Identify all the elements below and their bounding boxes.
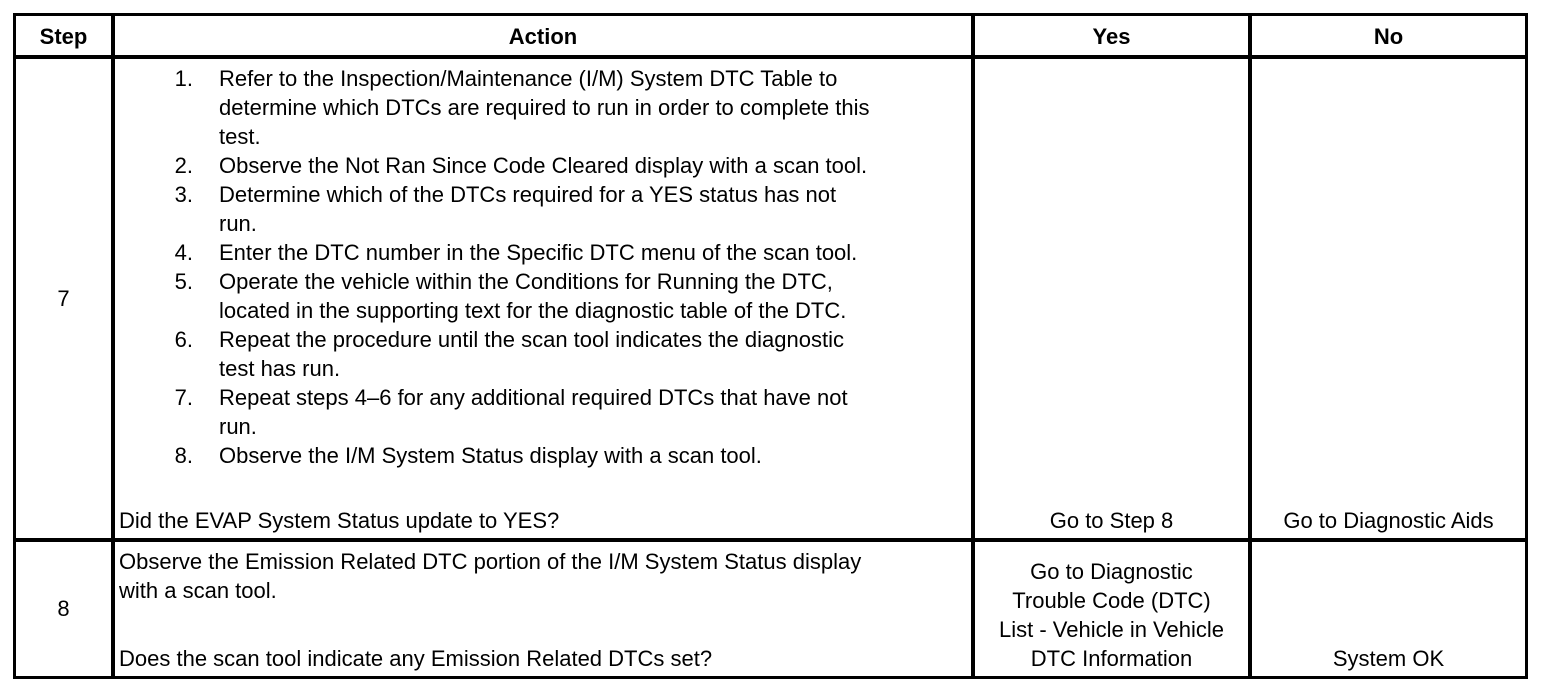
action-step-list [169,64,870,470]
column-divider [111,16,115,676]
list-item: 5. Operate the vehicle within the Conditions for Running the DTC, located in the supporting text for the diagnostic table of the DTC. [174,269,847,323]
row-divider [16,538,1525,542]
yes-action: Go to Step 8 [1049,508,1174,533]
header-yes: Yes [1092,24,1131,49]
diagnostic-table [13,13,1528,679]
header-action: Action [508,24,578,49]
list-item: 6. Repeat the procedure until the scan tool indicates the diagnostic test has run. [174,327,844,381]
list-item: 4. Enter the DTC number in the Specific DTC menu of the scan tool. [174,240,858,265]
list-item: 2. Observe the Not Ran Since Code Cleared display with a scan tool. [174,153,868,178]
step-number: 7 [57,286,70,311]
step-question: Did the EVAP System Status update to YES? [119,508,560,533]
header-no: No [1373,24,1404,49]
list-item: 3. Determine which of the DTCs required for a YES status has not run. [174,182,837,236]
column-divider [1248,16,1252,676]
list-item: 7. Repeat steps 4–6 for any additional required DTCs that have not run. [174,385,848,439]
list-item: 1. Refer to the Inspection/Maintenance (I/M) System DTC Table to determine which DTCs are required to run in order to complete this test. [174,66,870,149]
no-action: Go to Diagnostic Aids [1283,508,1494,533]
yes-action: Go to Diagnostic Trouble Code (DTC) List - Vehicle in Vehicle DTC Information [998,559,1225,671]
no-action: System OK [1332,646,1445,671]
action-instruction: Observe the Emission Related DTC portion of the I/M System Status display with a scan tool. [119,549,862,603]
step-question: Does the scan tool indicate any Emission Related DTCs set? [119,646,713,671]
list-item: 8. Observe the I/M System Status display with a scan tool. [174,443,762,468]
step-number: 8 [57,596,70,621]
header-step: Step [39,24,88,49]
